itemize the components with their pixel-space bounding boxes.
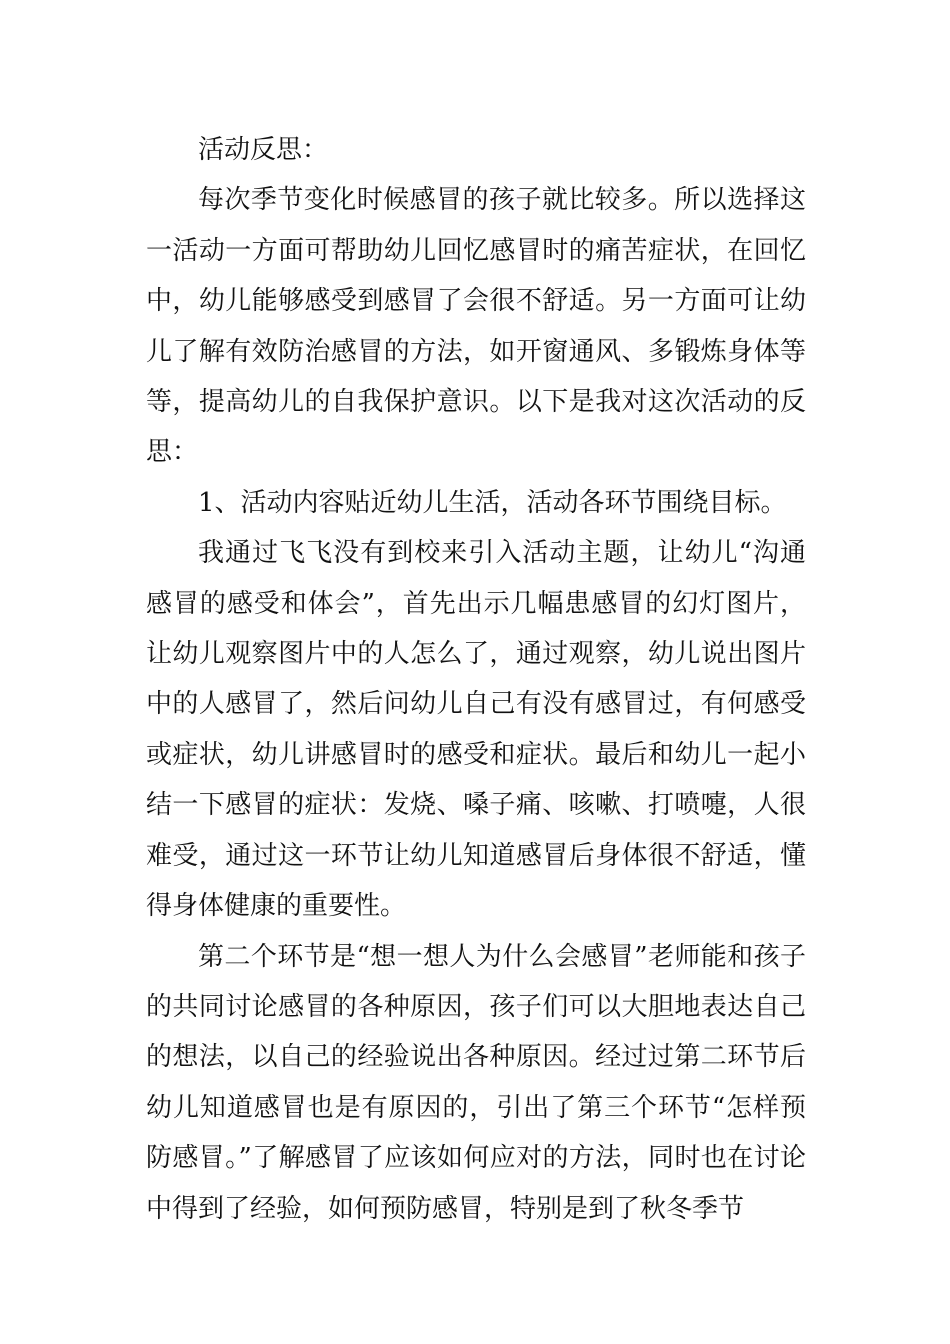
section-heading: 活动反思：	[198, 135, 329, 165]
paragraph-intro: 每次季节变化时候感冒的孩子就比较多。所以选择这一活动一方面可帮助幼儿回忆感冒时的痛苦症状，在回忆中，幼儿能够感受到感冒了会很不舒适。另一方面可让幼儿了解有效防治感冒的方法，如开窗通风、多锻炼身体等等，提高幼儿的自我保护意识。以下是我对这次活动的反思：	[146, 185, 806, 468]
document-body	[146, 125, 806, 1234]
paragraph-point-1: 1、活动内容贴近幼儿生活，活动各环节围绕目标。	[198, 487, 787, 518]
paragraph-second-step: 第二个环节是“想一想人为什么会感冒”老师能和孩子的共同讨论感冒的各种原因，孩子们可以大胆地表达自己的想法，以自己的经验说出各种原因。经过过第二环节后幼儿知道感冒也是有原因的，引出了第三个环节“怎样预防感冒。”了解感冒了应该如何应对的方法，同时也在讨论中得到了经验，如何预防感冒，特别是到了秋冬季节	[146, 941, 806, 1224]
paragraph-first-step: 我通过飞飞没有到校来引入活动主题，让幼儿“沟通感冒的感受和体会”，首先出示几幅患感冒的幻灯图片，让幼儿观察图片中的人怎么了，通过观察，幼儿说出图片中的人感冒了，然后问幼儿自己有没有感冒过，有何感受或症状，幼儿讲感冒时的感受和症状。最后和幼儿一起小结一下感冒的症状：发烧、嗓子痛、咳嗽、打喷嚏，人很难受，通过这一环节让幼儿知道感冒后身体很不舒适，懂得身体健康的重要性。	[146, 538, 806, 922]
